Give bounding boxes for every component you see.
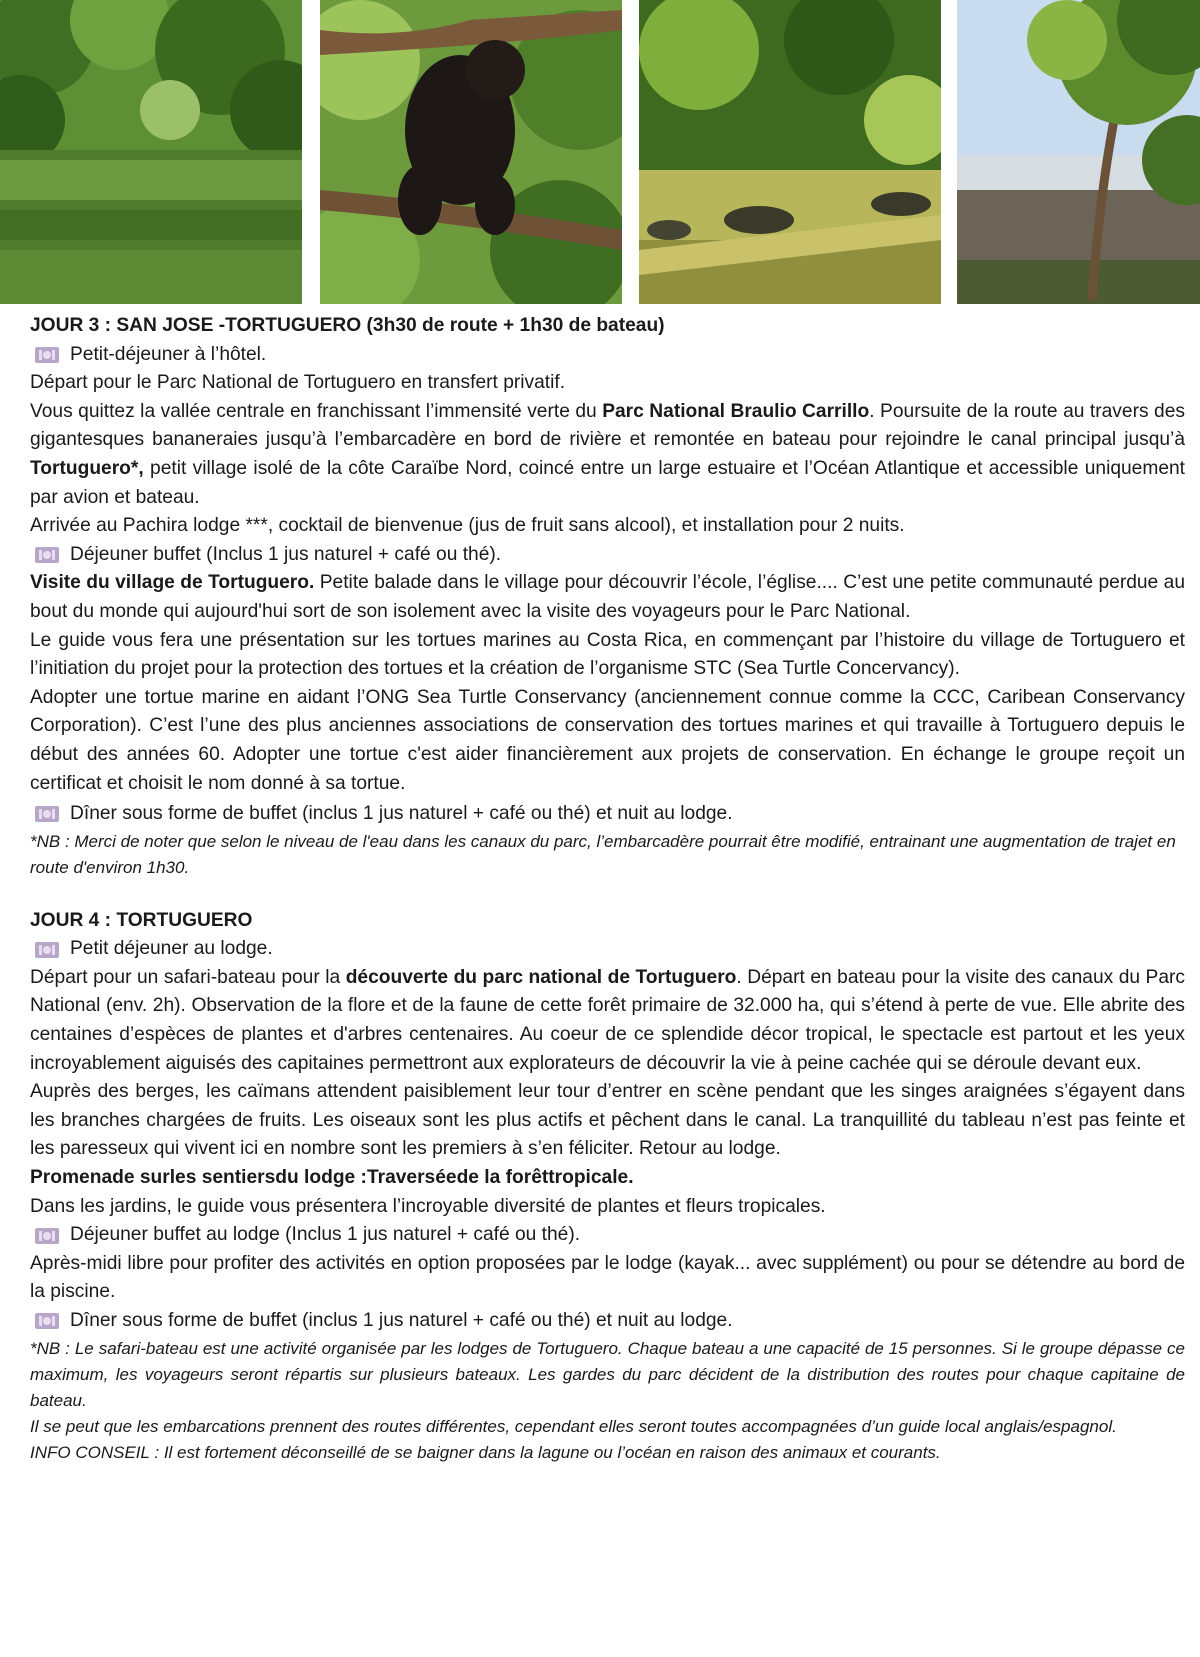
photo-turtles-on-log: [639, 0, 941, 304]
day3-lunch: [30, 541, 1185, 570]
day4-jardins: Dans les jardins, le guide vous présentera l’incroyable diversité de plantes et fleurs tropicales.: [30, 1195, 826, 1217]
spacer: [30, 881, 1185, 907]
day4-lunch: [30, 1221, 1185, 1250]
day4-dinner-text: Dîner sous forme de buffet (inclus 1 jus naturel + café ou thé) et nuit au lodge.: [70, 1310, 733, 1331]
village-visit-bold: Visite du village de Tortuguero.: [30, 572, 315, 594]
day4-note-safari: *NB : Le safari-bateau est une activité organisée par les lodges de Tortuguero. Chaque bateau a une capacité de 15 personnes. Si le groupe dépasse ce maximum, les voyageurs seront répartis sur plusieurs bateaux. Les gardes du parc décident de la distribution des routes pour chaque capitaine de bateau.: [30, 1338, 1185, 1410]
meal-icon: [34, 804, 60, 824]
itinerary-content: [30, 312, 1185, 1466]
day3-title: JOUR 3 : SAN JOSE -TORTUGUERO (3h30 de route + 1h30 de bateau): [30, 315, 665, 336]
day4-title: JOUR 4 : TORTUGUERO: [30, 909, 253, 931]
meal-icon: [34, 1226, 60, 1246]
day4-note-routes: Il se peut que les embarcations prennent des routes différentes, cependant elles seront toutes accompagnées d’un guide local anglais/espagnol.: [30, 1416, 1117, 1436]
day4-afternoon: Après-midi libre pour profiter des activités en option proposées par le lodge (kayak... avec supplément) ou pour se détendre au bord de la piscine.: [30, 1252, 1185, 1303]
photo-river-jungle: [0, 0, 302, 304]
day4-safari: Départ pour un safari-bateau pour la découverte du parc national de Tortuguero. Départ en bateau pour la visite des canaux du Parc National (env. 2h). Observation de la flore et de la faune de cette forêt primaire de 32.000 ha, qui s’étend à perte de vue. Elle abrite des centaines d’espèces de plantes et d'arbres centenaires. Au coeur de ce splendide décor tropical, le spectacle est partout et les yeux incroyablement aiguisés des capitaines permettront aux explorateurs de découvrir la vie à peine cachée qui se déroule devant eux.: [30, 966, 1186, 1074]
day3-village-visit: Visite du village de Tortuguero. Petite balade dans le village pour découvrir l’école, l’église.... C’est une petite communauté perdue au bout du monde qui aujourd'hui sort de son isolement avec la visite des voyageurs pour le Parc National.: [30, 572, 1185, 622]
day4-breakfast-text: Petit déjeuner au lodge.: [70, 938, 273, 960]
meal-icon: [34, 545, 60, 565]
day4-berges: Auprès des berges, les caïmans attendent paisiblement leur tour d’entrer en scène pendant que les singes araignées s’égayent dans les branches chargées de fruits. Les oiseaux sont les plus actifs et pêchent dans le canal. La tranquillité du tableau n’est pas feinte et les paresseux qui vivent ici en nombre sont les premiers à s’en féliciter. Retour au lodge.: [30, 1081, 1185, 1160]
day3-depart: Départ pour le Parc National de Tortuguero en transfert privatif.: [30, 372, 566, 394]
meal-icon: [34, 1311, 60, 1331]
parc-discovery-bold: découverte du parc national de Tortuguero: [345, 966, 737, 988]
day4-breakfast: [30, 935, 1185, 964]
day3-adopt-turtle: Adopter une tortue marine en aidant l’ONG Sea Turtle Conservancy (anciennement connue comme la CCC, Caribean Conservancy Corporation). C’est l’une des plus anciennes associations de conservation des tortues marines et qui travaille à Tortuguero depuis le début des années 60. Adopter une tortue c'est aider financièrement aux projets de conservation. En échange le groupe reçoit un certificat et choisit le nom donné à sa tortue.: [30, 686, 1185, 794]
day3-paragraph-route: Vous quittez la vallée centrale en franchissant l’immensité verte du Parc National Braulio Carrillo. Poursuite de la route au travers des gigantesques bananeraies jusqu’à l’embarcadère en bord de rivière et remontée en bateau pour rejoindre le canal principal jusqu’à Tortuguero*, petit village isolé de la côte Caraïbe Nord, coincé entre un large estuaire et l’Océan Atlantique et accessible uniquement par avion et bateau.: [30, 400, 1185, 508]
day3-dinner-text: Dîner sous forme de buffet (inclus 1 jus naturel + café ou thé) et nuit au lodge.: [70, 803, 733, 825]
day3-arrival: Arrivée au Pachira lodge ***, cocktail de bienvenue (jus de fruit sans alcool), et installation pour 2 nuits.: [30, 515, 905, 537]
tortuguero-bold: Tortuguero*,: [30, 457, 144, 479]
day4-info-conseil: INFO CONSEIL : Il est fortement déconseillé de se baigner dans la lagune ou l’océan en raison des animaux et courants.: [30, 1442, 941, 1462]
day3-note: *NB : Merci de noter que selon le niveau de l'eau dans les canaux du parc, l’embarcadère pourrait être modifié, entrainant une augmentation de trajet en route d'environ 1h30.: [30, 831, 1176, 877]
day3-breakfast-text: Petit-déjeuner à l’hôtel.: [70, 343, 267, 365]
meal-icon: [34, 940, 60, 960]
day4-lunch-text: Déjeuner buffet au lodge (Inclus 1 jus naturel + café ou thé).: [70, 1224, 581, 1246]
photo-palm-beach: [957, 0, 1200, 304]
meal-icon: [34, 345, 60, 365]
day3-dinner: [30, 800, 1185, 829]
day3-guide-presentation: Le guide vous fera une présentation sur les tortues marines au Costa Rica, en commençant par l’histoire du village de Tortuguero et l’initiation du projet pour la protection des tortues et la création de l’organisme STC (Sea Turtle Concervancy).: [30, 629, 1185, 680]
day3-breakfast: [30, 341, 1185, 370]
day3-lunch-text: Déjeuner buffet (Inclus 1 jus naturel + café ou thé).: [70, 543, 502, 565]
braulio-carrillo-bold: Parc National Braulio Carrillo: [602, 400, 870, 422]
photo-strip: [0, 0, 1200, 304]
day4-promenade: Promenade surles sentiersdu lodge :Traverséede la forêttropicale.: [30, 1167, 634, 1189]
day4-dinner: [30, 1307, 1185, 1336]
photo-howler-monkey: [320, 0, 622, 304]
